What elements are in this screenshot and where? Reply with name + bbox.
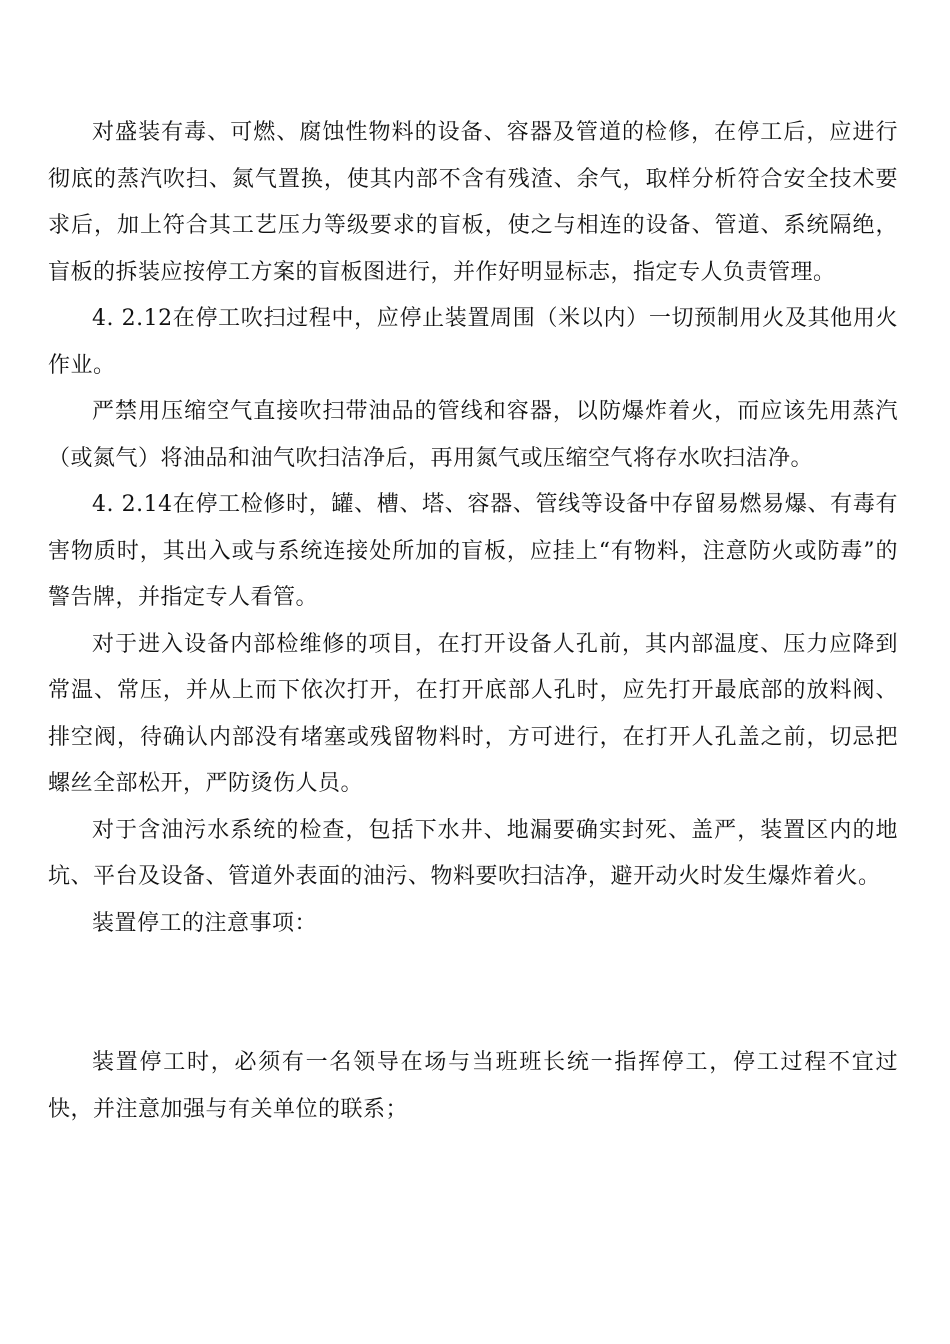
blank-space bbox=[48, 947, 898, 1040]
paragraph-shutdown-notes-heading: 装置停工的注意事项： bbox=[92, 910, 318, 936]
paragraph-no-compressed-air: 严禁用压缩空气直接吹扫带油品的管线和容器，以防爆炸着火，而应该先用蒸汽（或氮气）将油品和油气吹扫洁净后，再用氮气或压缩空气将存水吹扫洁净。 bbox=[48, 399, 898, 471]
paragraph-oily-water-system: 对于含油污水系统的检查，包括下水井、地漏要确实封死、盖严，装置区内的地坑、平台及设备、管道外表面的油污、物料要吹扫洁净，避开动火时发生爆炸着火。 bbox=[48, 817, 898, 889]
paragraph-shutdown-leader: 装置停工时，必须有一名领导在场与当班班长统一指挥停工，停工过程不宜过快，并注意加强与有关单位的联系； bbox=[48, 1050, 898, 1122]
paragraph-4-2-12: 4. 2.12在停工吹扫过程中，应停止装置周围（米以内）一切预制用火及其他用火作业。 bbox=[48, 306, 898, 378]
document-body bbox=[48, 110, 898, 1133]
paragraph-4-2-14: 4. 2.14在停工检修时，罐、槽、塔、容器、管线等设备中存留易燃易爆、有毒有害物质时，其出入或与系统连接处所加的盲板，应挂上“有物料，注意防火或防毒”的警告牌，并指定专人看管。 bbox=[48, 492, 898, 610]
paragraph-blind-plate-isolation: 对盛装有毒、可燃、腐蚀性物料的设备、容器及管道的检修，在停工后，应进行彻底的蒸汽吹扫、氮气置换，使其内部不含有残渣、余气，取样分析符合安全技术要求后，加上符合其工艺压力等级要求的盲板，使之与相连的设备、管道、系统隔绝，盲板的拆装应按停工方案的盲板图进行，并作好明显标志，指定专人负责管理。 bbox=[48, 120, 898, 285]
paragraph-manhole-opening: 对于进入设备内部检维修的项目，在打开设备人孔前，其内部温度、压力应降到常温、常压，并从上而下依次打开，在打开底部人孔时，应先打开最底部的放料阀、排空阀，待确认内部没有堵塞或残留物料时，方可进行，在打开人孔盖之前，切忌把螺丝全部松开，严防烫伤人员。 bbox=[48, 631, 898, 796]
